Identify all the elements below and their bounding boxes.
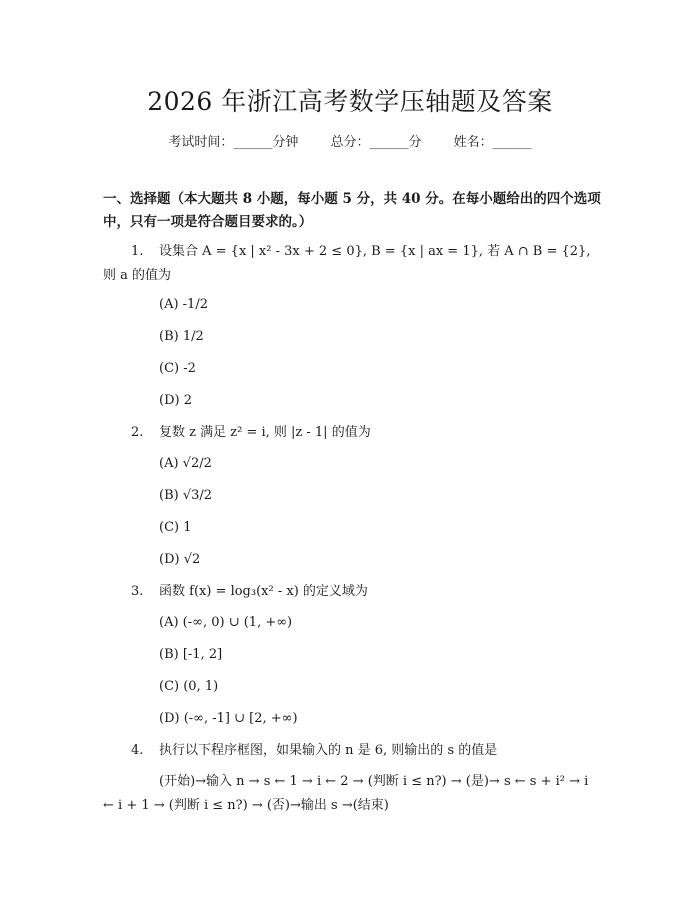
question-1-stem [103,240,600,288]
total-score-field: 总分：______分 [330,135,422,150]
question-1-option-d: (D) 2 [159,393,192,408]
question-1-option-b: (B) 1/2 [159,329,204,344]
student-name-field: 姓名：______ [453,135,532,150]
question-2-option-c: (C) 1 [159,520,192,535]
question-text: 函数 f(x) = log₃(x² - x) 的定义域为 [159,584,368,599]
question-number: 3. [131,584,144,599]
question-2-option-a: (A) √2/2 [159,456,212,471]
question-number: 1. [131,244,144,259]
question-2-option-b: (B) √3/2 [159,488,213,503]
question-number: 4. [131,743,144,758]
section-heading: 一、选择题（本大题共 8 小题，每小题 5 分，共 40 分。在每小题给出的四个选项中，只有一项是符合题目要求的。） [103,191,601,230]
question-text: 设集合 A = {x | x² - 3x + 2 ≤ 0}, B = {x | ax = 1}, 若 A ∩ B = {2}, 则 a 的值为 [103,244,591,283]
question-text: 执行以下程序框图，如果输入的 n 是 6, 则输出的 s 的值是 [159,743,498,758]
question-2-option-d: (D) √2 [159,552,201,567]
question-text: 复数 z 满足 z² = i, 则 |z - 1| 的值为 [159,425,371,440]
question-3-option-a: (A) (-∞, 0) ∪ (1, +∞) [159,615,293,630]
question-3-option-d: (D) (-∞, -1] ∪ [2, +∞) [159,711,298,726]
question-1-option-a: (A) -1/2 [159,297,208,312]
question-2-stem [131,421,371,445]
question-3-stem [131,580,368,604]
question-4-flowchart-text: (开始)→输入 n → s ← 1 → i ← 2 → (判断 i ≤ n?) → (是)→ s ← s + i² → i ← i + 1 → (判断 i ≤ n?) → (否)→输出 s →(结束) [103,774,589,813]
exam-meta [0,131,700,150]
exam-time-field: 考试时间：______分钟 [168,135,299,150]
page-title: 2026 年浙江高考数学压轴题及答案 [147,87,553,116]
question-1-option-c: (C) -2 [159,361,196,376]
question-4-stem [131,739,497,763]
question-number: 2. [131,425,144,440]
question-3-option-c: (C) (0, 1) [159,679,219,694]
question-3-option-b: (B) [-1, 2] [159,647,223,662]
